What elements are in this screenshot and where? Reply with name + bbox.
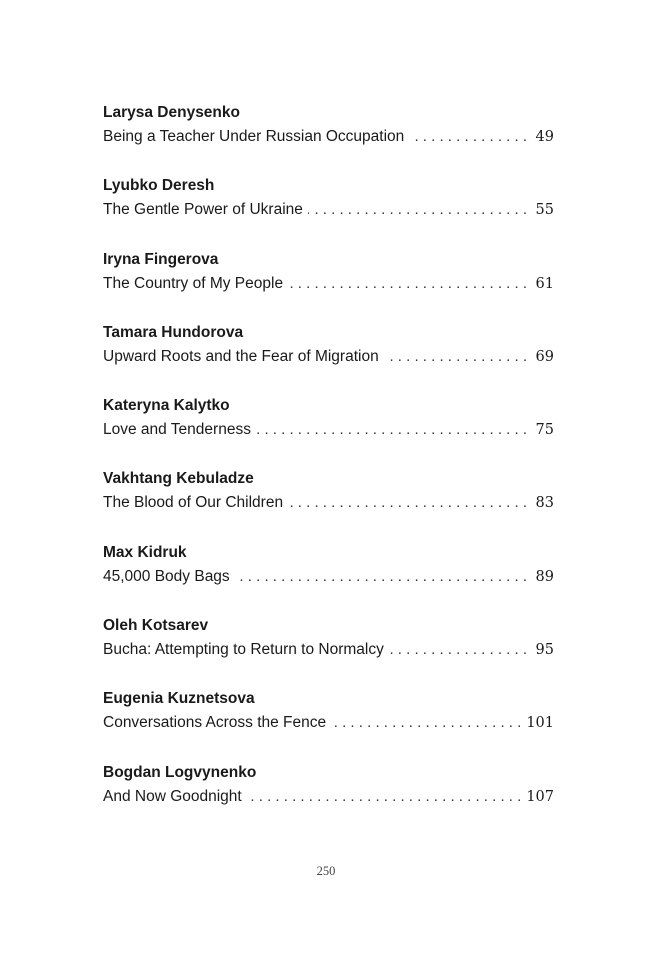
dot-leader (247, 787, 522, 807)
entry-title: The Gentle Power of Ukraine (103, 201, 303, 219)
entry-title: 45,000 Body Bags (103, 567, 230, 585)
entry-title: The Country of My People (103, 274, 284, 292)
toc-entry (103, 763, 554, 836)
dot-leader (409, 127, 527, 147)
entry-title: Conversations Across the Fence (103, 714, 327, 732)
entry-title-line[interactable] (103, 347, 554, 367)
entry-title-line[interactable] (103, 713, 554, 733)
entry-title: And Now Goodnight (103, 787, 242, 805)
entry-page-number: 49 (535, 129, 554, 145)
entry-page-number: 107 (526, 788, 554, 805)
table-of-contents (103, 103, 554, 836)
entry-page-number: 61 (535, 275, 554, 292)
entry-author: Larysa Denysenko (103, 104, 240, 121)
dot-leader (331, 713, 521, 733)
dot-leader (235, 567, 527, 587)
entry-author: Bogdan Logvynenko (103, 763, 257, 781)
entry-title: Being a Teacher Under Russian Occupation (103, 128, 405, 145)
dot-leader (384, 347, 527, 367)
entry-title-line[interactable] (103, 787, 554, 807)
dot-leader (256, 420, 527, 440)
toc-entry (103, 176, 554, 249)
entry-title-line[interactable] (103, 640, 554, 660)
dot-leader (389, 640, 527, 660)
entry-author: Iryna Fingerova (103, 250, 219, 268)
toc-entry (103, 543, 554, 616)
entry-title-line[interactable] (103, 420, 554, 440)
toc-entry (103, 103, 554, 176)
toc-entry (103, 250, 554, 323)
entry-page-number: 89 (535, 568, 554, 585)
toc-entry (103, 323, 554, 396)
dot-leader (308, 200, 527, 220)
entry-title: Upward Roots and the Fear of Migration (103, 347, 379, 365)
dot-leader (288, 493, 527, 513)
entry-author: Oleh Kotsarev (103, 617, 209, 635)
entry-author: Max Kidruk (103, 543, 187, 561)
entry-author: Kateryna Kalytko (103, 397, 230, 415)
page-number-footer: 250 (316, 864, 336, 878)
entry-page-number: 69 (535, 348, 554, 365)
entry-author: Eugenia Kuznetsova (103, 690, 255, 708)
toc-entry (103, 396, 554, 469)
entry-page-number: 83 (535, 495, 554, 512)
entry-title-line[interactable] (103, 567, 554, 587)
entry-author: Vakhtang Kebuladze (103, 470, 254, 488)
entry-page-number: 75 (535, 422, 554, 439)
toc-entry (103, 469, 554, 542)
entry-title: Love and Tenderness (103, 421, 251, 439)
entry-author: Tamara Hundorova (103, 323, 244, 341)
entry-title-line[interactable] (103, 493, 554, 513)
entry-title: The Blood of Our Children (103, 494, 284, 512)
toc-entry (103, 616, 554, 689)
entry-title-line[interactable] (103, 127, 554, 147)
entry-page-number: 95 (535, 642, 554, 659)
entry-title-line[interactable] (103, 200, 554, 220)
entry-page-number: 101 (526, 715, 554, 732)
entry-title-line[interactable] (103, 274, 554, 294)
entry-title: Bucha: Attempting to Return to Normalcy (103, 641, 384, 659)
entry-author: Lyubko Deresh (103, 177, 215, 195)
toc-entry (103, 689, 554, 762)
entry-page-number: 55 (535, 202, 554, 219)
dot-leader (288, 274, 527, 294)
